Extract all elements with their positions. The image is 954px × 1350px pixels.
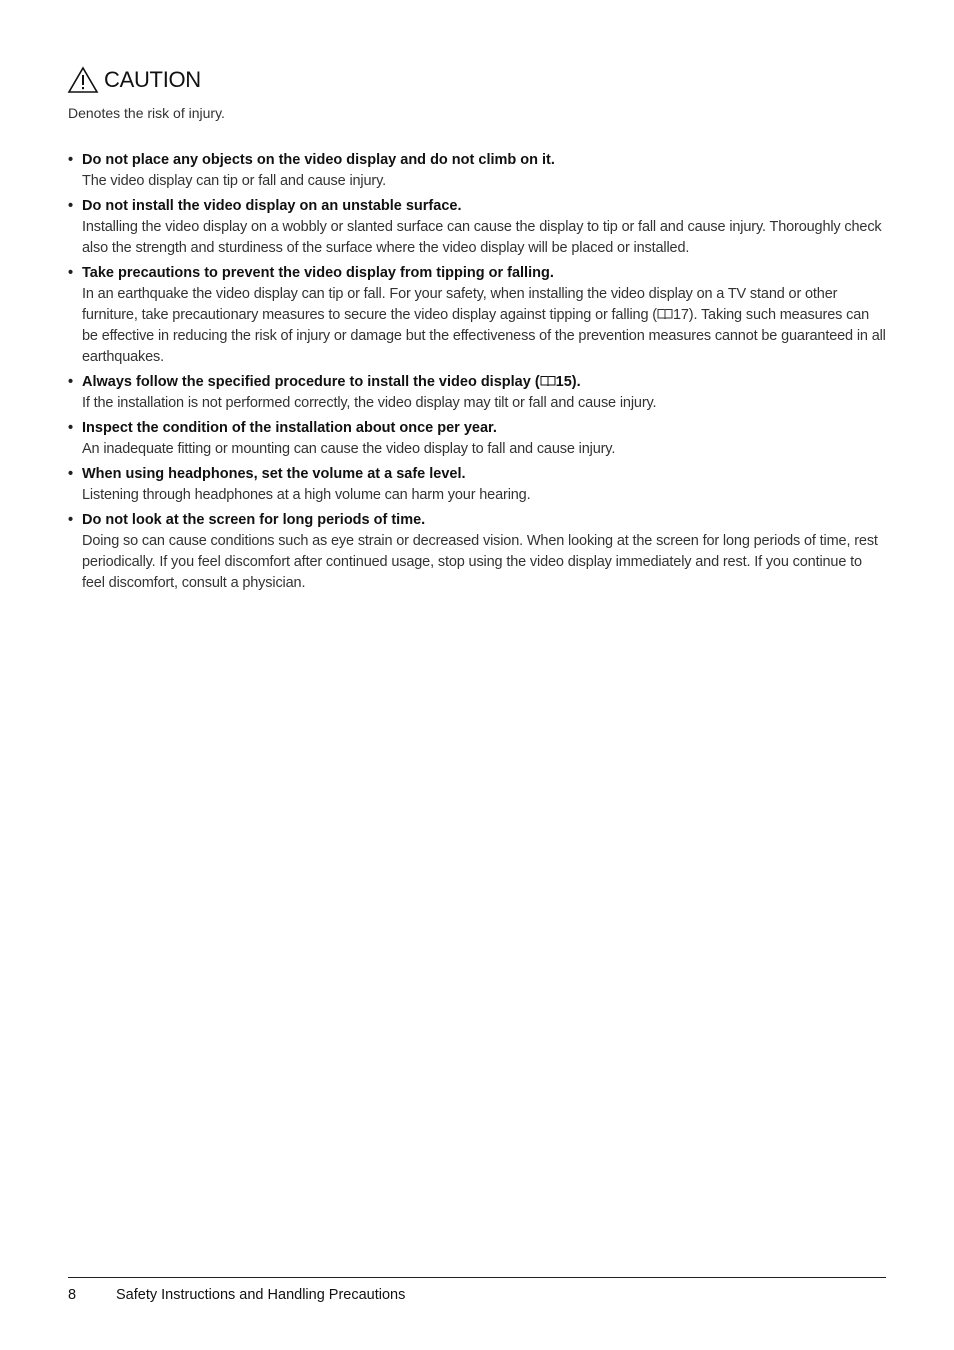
- item-title: When using headphones, set the volume at a safe level.: [82, 466, 466, 482]
- caution-list: [68, 150, 888, 598]
- bullet: •: [68, 374, 74, 390]
- item-title: Do not install the video display on an unstable surface.: [82, 198, 462, 214]
- warning-triangle-icon: [67, 66, 99, 94]
- item-body: Installing the video display on a wobbly or slanted surface can cause the display to tip or fall and cause injury. Thoroughly check also the strength and sturdiness of the surface where the video display will be placed or installed.: [82, 219, 882, 256]
- list-item: [68, 510, 888, 594]
- book-reference-icon: [657, 308, 673, 320]
- item-title: Do not place any objects on the video display and do not climb on it.: [82, 152, 555, 168]
- item-body: [82, 284, 888, 368]
- footer-divider: [68, 1277, 886, 1278]
- page-reference[interactable]: 15: [555, 374, 572, 390]
- list-item: [68, 372, 888, 414]
- title-text: Always follow the specified procedure to install the video display (: [82, 374, 540, 390]
- list-item: [68, 150, 888, 192]
- page-title: CAUTION: [104, 67, 201, 92]
- item-body: If the installation is not performed correctly, the video display may tilt or fall and cause injury.: [82, 395, 657, 411]
- body-text: In an earthquake the video display can tip or fall. For your safety, when installing the video display on a TV stand or other furniture, take precautionary measures to secure the video display against tipping or falling (: [82, 286, 838, 323]
- page-number: 8: [68, 1287, 77, 1303]
- bullet: •: [68, 420, 74, 436]
- item-body: The video display can tip or fall and cause injury.: [82, 173, 387, 189]
- footer-section-title: Safety Instructions and Handling Precautions: [116, 1287, 406, 1303]
- caution-description: Denotes the risk of injury.: [68, 105, 225, 121]
- bullet: •: [68, 466, 74, 482]
- item-title: Inspect the condition of the installation about once per year.: [82, 420, 497, 436]
- bullet: •: [68, 152, 74, 168]
- list-item: [68, 196, 888, 259]
- book-reference-icon: [540, 375, 556, 387]
- bullet: •: [68, 198, 74, 214]
- title-text: ).: [571, 374, 581, 390]
- item-title: Do not look at the screen for long periods of time.: [82, 512, 426, 528]
- item-body: Doing so can cause conditions such as eye strain or decreased vision. When looking at the screen for long periods of time, rest periodically. If you feel discomfort after continued usage, stop using the video display immediately and rest. If you continue to feel discomfort, consult a physician.: [82, 533, 878, 591]
- caution-heading: [67, 66, 201, 94]
- list-item: [68, 464, 888, 506]
- body-text: ). Taking such measures can be effective in reducing the risk of injury or damage but the effectiveness of the prevention measures cannot be guaranteed in all earthquakes.: [82, 307, 886, 365]
- list-item: [68, 263, 888, 368]
- item-body: Listening through headphones at a high volume can harm your hearing.: [82, 487, 531, 503]
- item-title: [82, 372, 888, 393]
- bullet: •: [68, 512, 74, 528]
- list-item: [68, 418, 888, 460]
- item-title: Take precautions to prevent the video display from tipping or falling.: [82, 265, 554, 281]
- page-reference[interactable]: 17: [672, 307, 689, 323]
- item-body: An inadequate fitting or mounting can cause the video display to fall and cause injury.: [82, 441, 616, 457]
- bullet: •: [68, 265, 74, 281]
